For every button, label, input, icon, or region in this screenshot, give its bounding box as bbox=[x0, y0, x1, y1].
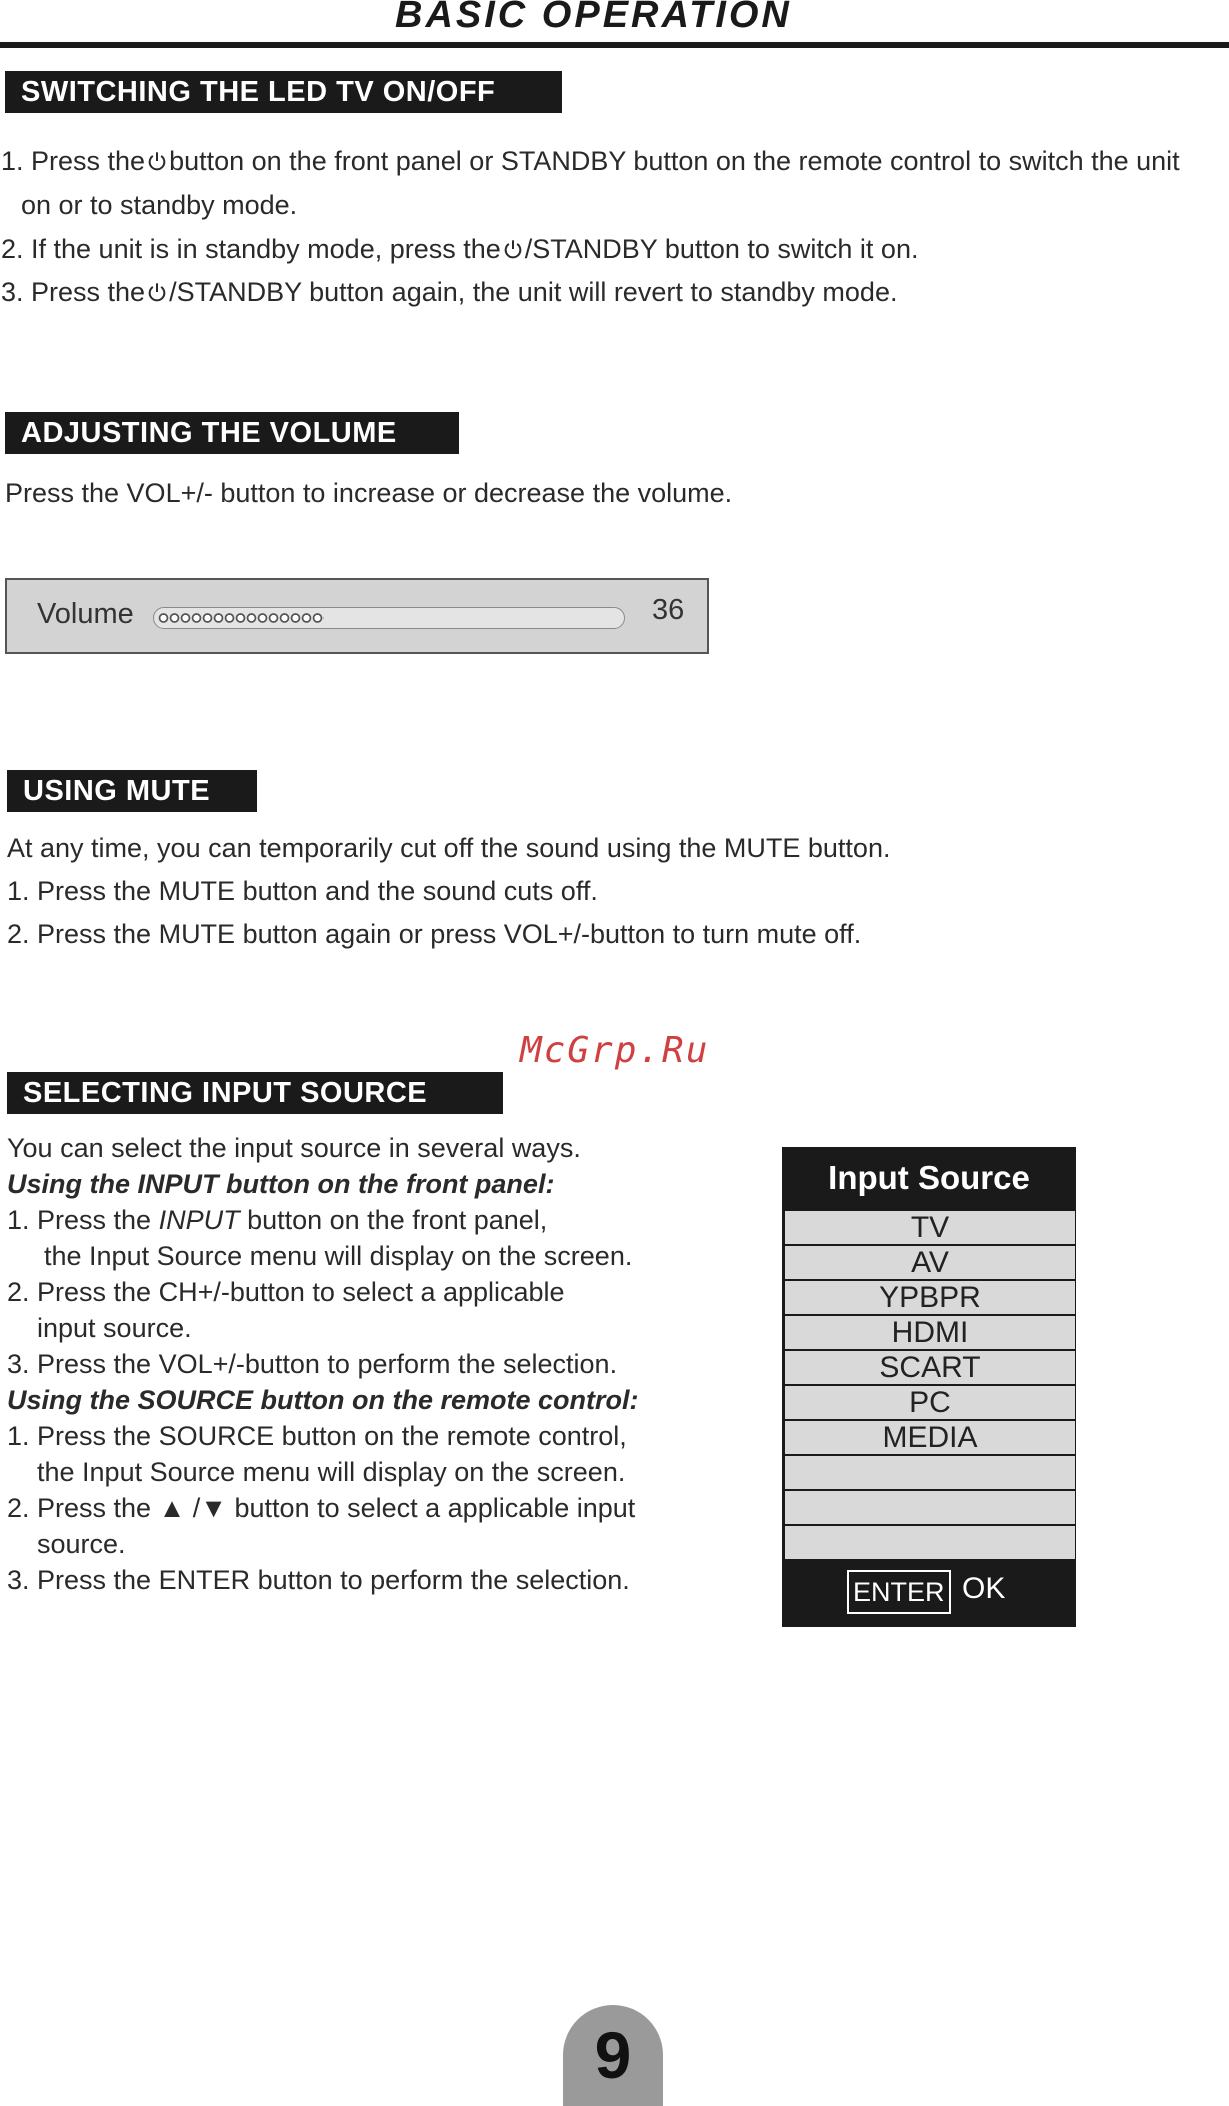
power-step-1 bbox=[1, 139, 1180, 183]
input-front-step-2: 2. Press the CH+/-button to select a applicable bbox=[7, 1277, 565, 1307]
input-subheading-remote: Using the SOURCE button on the remote control: bbox=[7, 1385, 639, 1415]
power-step-1-text-a: 1. Press the bbox=[1, 146, 146, 176]
input-intro: You can select the input source in several ways. bbox=[7, 1133, 581, 1163]
volume-osd-label: Volume bbox=[37, 598, 134, 630]
volume-osd-value: 36 bbox=[652, 594, 685, 626]
power-step-3 bbox=[1, 270, 897, 314]
power-step-2-text-a: 2. If the unit is in standby mode, press the bbox=[1, 234, 501, 264]
menu-item-ypbpr[interactable]: YPBPR bbox=[785, 1281, 1075, 1314]
menu-item-av[interactable]: AV bbox=[785, 1246, 1075, 1279]
input-front-step-2-cont: input source. bbox=[37, 1313, 192, 1343]
menu-item-empty bbox=[785, 1526, 1075, 1559]
power-step-2-text-b: /STANDBY button to switch it on. bbox=[524, 234, 919, 264]
menu-item-scart[interactable]: SCART bbox=[785, 1351, 1075, 1384]
watermark: McGrp.Ru bbox=[520, 1030, 710, 1071]
volume-instructions: Press the VOL+/- button to increase or decrease the volume. bbox=[5, 478, 733, 508]
menu-item-empty bbox=[785, 1456, 1075, 1489]
input-remote-step-1-cont: the Input Source menu will display on the screen. bbox=[37, 1457, 626, 1487]
input-remote-step-2: 2. Press the ▲ /▼ button to select a applicable input bbox=[7, 1493, 636, 1523]
page-number-tab: 9 bbox=[563, 2005, 663, 2106]
enter-key-label: ENTER bbox=[847, 1570, 951, 1614]
input-front-step-1 bbox=[7, 1202, 638, 1238]
section-heading-mute: USING MUTE bbox=[7, 770, 257, 812]
input-front-step-1-b: INPUT bbox=[158, 1205, 240, 1235]
mute-step-1: 1. Press the MUTE button and the sound cuts off. bbox=[7, 876, 598, 906]
volume-bar-fill bbox=[158, 611, 324, 625]
power-icon bbox=[146, 150, 168, 172]
input-remote-step-1: 1. Press the SOURCE button on the remote control, bbox=[7, 1421, 627, 1451]
mute-intro: At any time, you can temporarily cut off the sound using the MUTE button. bbox=[7, 833, 891, 863]
input-source-menu-title: Input Source bbox=[828, 1159, 1030, 1196]
input-instructions bbox=[7, 1130, 638, 1598]
input-front-step-1-c: button on the front panel, bbox=[239, 1205, 548, 1235]
section-heading-power: SWITCHING THE LED TV ON/OFF bbox=[5, 71, 562, 113]
power-step-3-text-b: /STANDBY button again, the unit will revert to standby mode. bbox=[169, 277, 898, 307]
menu-item-pc[interactable]: PC bbox=[785, 1386, 1075, 1419]
power-icon bbox=[502, 238, 524, 260]
input-front-step-1-cont: the Input Source menu will display on the screen. bbox=[44, 1241, 633, 1271]
input-remote-step-3: 3. Press the ENTER button to perform the selection. bbox=[7, 1565, 630, 1595]
input-front-step-3: 3. Press the VOL+/-button to perform the selection. bbox=[7, 1349, 618, 1379]
power-step-2 bbox=[1, 227, 918, 271]
power-step-1-cont: on or to standby mode. bbox=[21, 190, 298, 220]
power-icon bbox=[146, 281, 168, 303]
input-subheading-front-panel: Using the INPUT button on the front panel: bbox=[7, 1169, 555, 1199]
menu-item-hdmi[interactable]: HDMI bbox=[785, 1316, 1075, 1349]
power-step-3-text-a: 3. Press the bbox=[1, 277, 146, 307]
volume-bar bbox=[153, 607, 625, 629]
power-step-1-text-b: button on the front panel or STANDBY button on the remote control to switch the unit bbox=[169, 146, 1180, 176]
mute-step-2: 2. Press the MUTE button again or press VOL+/-button to turn mute off. bbox=[7, 919, 862, 949]
volume-osd bbox=[5, 578, 709, 654]
menu-item-media[interactable]: MEDIA bbox=[785, 1421, 1075, 1454]
section-heading-input: SELECTING INPUT SOURCE bbox=[7, 1072, 503, 1114]
menu-item-tv[interactable]: TV bbox=[785, 1211, 1075, 1244]
section-heading-volume: ADJUSTING THE VOLUME bbox=[5, 412, 459, 454]
title-rule bbox=[0, 42, 1229, 48]
menu-item-empty bbox=[785, 1491, 1075, 1524]
input-source-menu bbox=[782, 1147, 1076, 1627]
input-remote-step-2-cont: source. bbox=[37, 1529, 126, 1559]
page-title: BASIC OPERATION bbox=[395, 0, 792, 36]
input-front-step-1-a: 1. Press the bbox=[7, 1205, 159, 1235]
ok-label: OK bbox=[962, 1572, 1006, 1605]
